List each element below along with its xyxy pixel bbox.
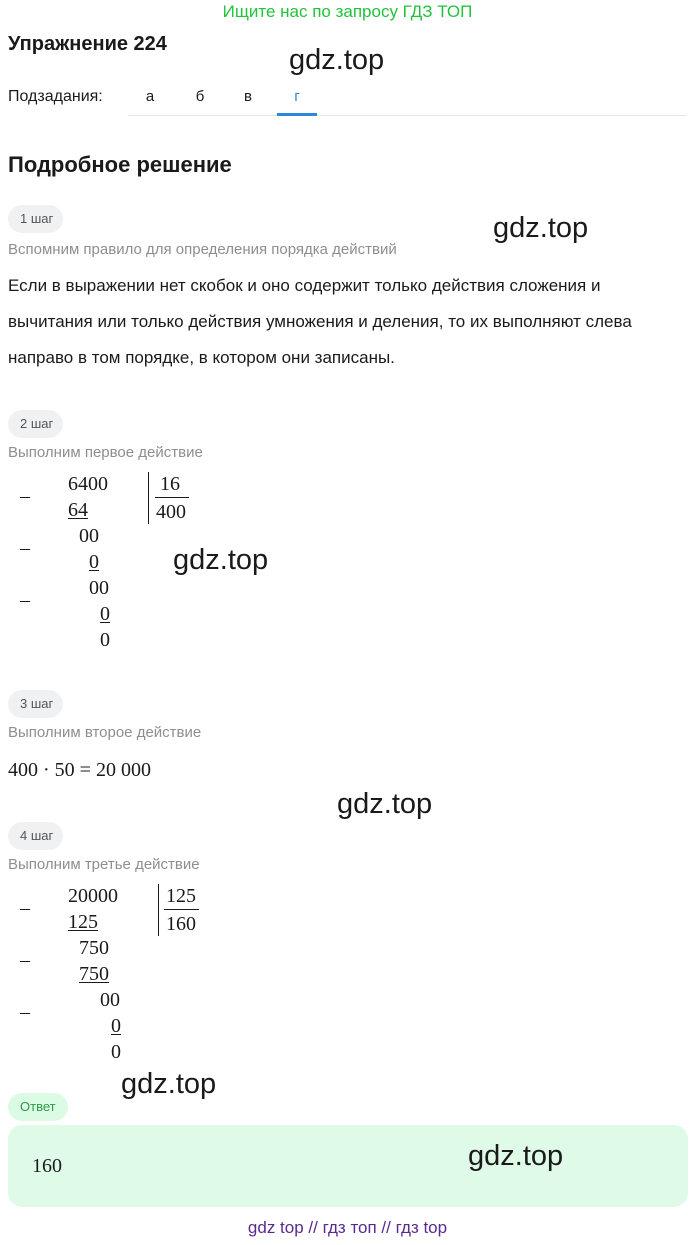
remainder: 00 [100, 989, 120, 1011]
minus-sign: – [20, 485, 30, 507]
active-tab-indicator [277, 113, 317, 116]
final-remainder: 0 [111, 1041, 121, 1063]
minus-sign: – [20, 1001, 30, 1023]
subtrahend: 125 [68, 911, 98, 933]
step-1-caption: Вспомним правило для определения порядка действий [8, 241, 397, 258]
watermark: gdz.top [337, 788, 433, 820]
divisor-line [155, 497, 189, 498]
answer-badge: Ответ [8, 1093, 68, 1121]
step-4-badge: 4 шаг [8, 822, 63, 850]
remainder: 00 [79, 525, 99, 547]
remainder: 00 [89, 577, 109, 599]
subtrahend: 0 [111, 1015, 121, 1037]
watermark: gdz.top [289, 44, 385, 76]
remainder: 750 [79, 937, 109, 959]
quotient: 160 [166, 913, 196, 935]
solution-title: Подробное решение [8, 152, 232, 177]
tab-g[interactable]: г [294, 88, 300, 105]
step-2-badge: 2 шаг [8, 410, 63, 438]
tab-a[interactable]: а [145, 88, 155, 105]
watermark: gdz.top [468, 1140, 564, 1172]
step-3-expression: 400 · 50 = 20 000 [8, 759, 151, 781]
step-2-caption: Выполним первое действие [8, 444, 203, 461]
minus-sign: – [20, 949, 30, 971]
tab-v[interactable]: в [244, 88, 252, 105]
division-bar [158, 884, 159, 936]
step-4-caption: Выполним третье действие [8, 856, 200, 873]
page-title: Упражнение 224 [8, 33, 167, 55]
watermark: gdz.top [493, 212, 589, 244]
division-bar [148, 472, 149, 524]
answer-value: 160 [32, 1155, 62, 1177]
answer-box [8, 1125, 688, 1207]
step-3-caption: Выполним второе действие [8, 724, 202, 741]
tab-b[interactable]: б [195, 88, 205, 105]
subtrahend: 64 [68, 499, 88, 521]
watermark: gdz.top [173, 544, 269, 576]
minus-sign: – [20, 897, 30, 919]
subtasks-label: Подзадания: [8, 88, 103, 105]
divisor-line [164, 909, 199, 910]
minus-sign: – [20, 589, 30, 611]
subtrahend: 0 [100, 603, 110, 625]
step-3-badge: 3 шаг [8, 690, 63, 718]
subtrahend: 0 [89, 551, 99, 573]
watermark: gdz.top [121, 1068, 217, 1100]
divisor: 16 [160, 473, 180, 495]
subtrahend: 750 [79, 963, 109, 985]
dividend: 20000 [68, 885, 118, 907]
divisor: 125 [166, 885, 196, 907]
search-banner[interactable]: Ищите нас по запросу ГДЗ ТОП [222, 2, 473, 21]
dividend: 6400 [68, 473, 108, 495]
final-remainder: 0 [100, 629, 110, 651]
step-1-text: Если в выражении нет скобок и оно содержит только действия сложения и вычитания или только действия умножения и деления, то их выполняют слева направо в том порядке, в котором они записаны. [8, 276, 632, 367]
minus-sign: – [20, 537, 30, 559]
tabs-divider [128, 115, 686, 116]
step-1-badge: 1 шаг [8, 205, 63, 233]
quotient: 400 [156, 501, 186, 523]
footer-links[interactable]: gdz top // гдз топ // гдз top [247, 1218, 448, 1237]
